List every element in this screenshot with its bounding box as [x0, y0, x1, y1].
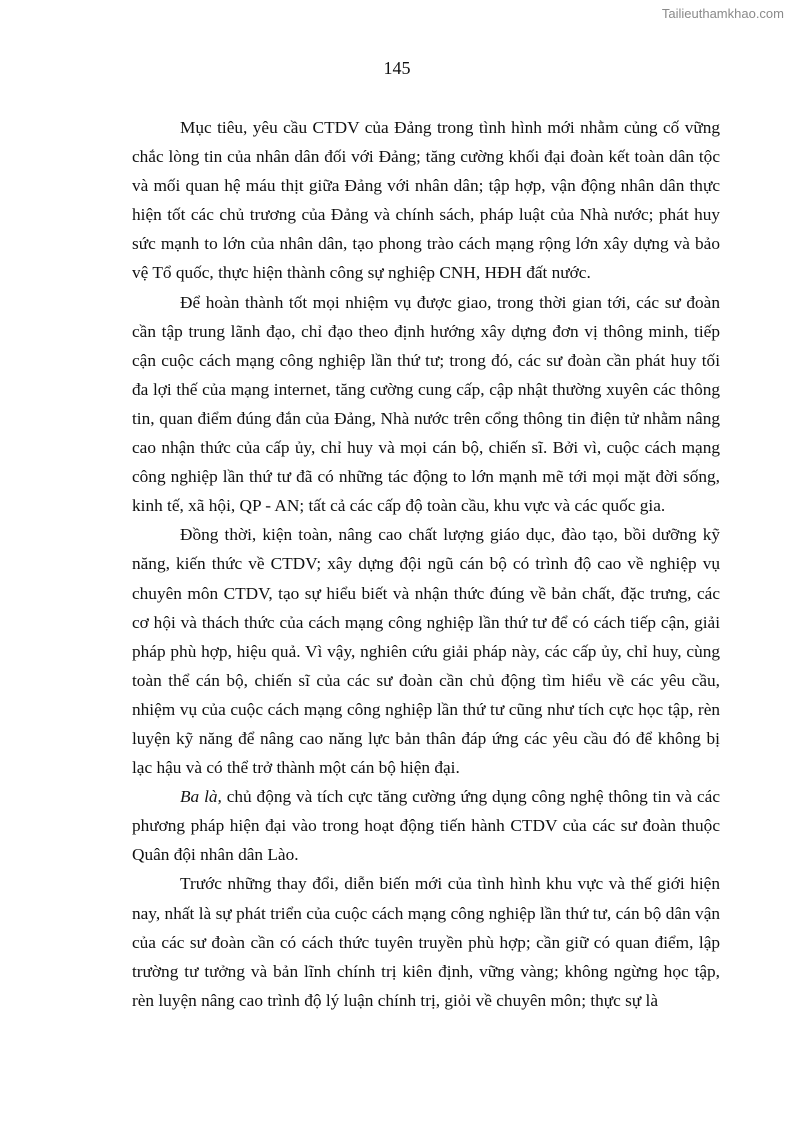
paragraph: Để hoàn thành tốt mọi nhiệm vụ được giao, trong thời gian tới, các sư đoàn cần tập trung lãnh đạo, chỉ đạo theo định hướng xây dựng đơn vị thông minh, tiếp cận cuộc cách mạng công nghiệp lần thứ tư; trong đó, các sư đoàn cần phát huy tối đa lợi thế của mạng internet, tăng cường cung cấp, cập nhật thường xuyên các thông tin, quan điểm đúng đắn của Đảng, Nhà nước trên cổng thông tin điện tử nhằm nâng cao nhận thức của cấp ủy, chỉ huy và mọi cán bộ, chiến sĩ. Bởi vì, cuộc cách mạng công nghiệp lần thứ tư đã có những tác động to lớn mạnh mẽ tới mọi mặt đời sống, kinh tế, xã hội, QP - AN; tất cả các cấp độ toàn cầu, khu vực và các quốc gia.: [132, 292, 720, 516]
paragraph: [132, 782, 720, 869]
paragraph-text: chủ động và tích cực tăng cường ứng dụng công nghệ thông tin và các phương pháp hiện đại vào trong hoạt động tiến hành CTDV của các sư đoàn thuộc Quân đội nhân dân Lào.: [132, 787, 720, 865]
document-body: [132, 113, 720, 1015]
page-number: 145: [383, 58, 411, 78]
paragraph: Đồng thời, kiện toàn, nâng cao chất lượng giáo dục, đào tạo, bồi dưỡng kỹ năng, kiến thức về CTDV; xây dựng đội ngũ cán bộ có trình độ cao về nghiệp vụ chuyên môn CTDV, tạo sự hiểu biết và nhận thức đúng về bản chất, đặc trưng, các cơ hội và thách thức của cách mạng công nghiệp lần thứ tư để có cách tiếp cận, giải pháp phù hợp, hiệu quả. Vì vậy, nghiên cứu giải pháp này, các cấp ủy, chỉ huy, cùng toàn thể cán bộ, chiến sĩ của các sư đoàn cần chủ động tìm hiểu về các yêu cầu, nhiệm vụ của cuộc cách mạng công nghiệp lần thứ tư cũng như tích cực học tập, rèn luyện kỹ năng để nâng cao năng lực bản thân đáp ứng các yêu cầu đó để không bị lạc hậu và có thể trở thành một cán bộ hiện đại.: [132, 525, 720, 778]
paragraph-lead: Ba là,: [180, 787, 222, 807]
paragraph: Trước những thay đổi, diễn biến mới của tình hình khu vực và thế giới hiện nay, nhất là sự phát triển của cuộc cách mạng công nghiệp lần thứ tư, cán bộ dân vận của các sư đoàn cần có cách thức tuyên truyền phù hợp; cần giữ có quan điểm, lập trường tư tưởng và bản lĩnh chính trị kiên định, vững vàng; không ngừng học tập, rèn luyện nâng cao trình độ lý luận chính trị, giỏi về chuyên môn; thực sự là: [132, 874, 720, 1010]
watermark: Tailieuthamkhao.com: [661, 6, 784, 21]
paragraph: Mục tiêu, yêu cầu CTDV của Đảng trong tình hình mới nhằm củng cố vững chắc lòng tin của nhân dân đối với Đảng; tăng cường khối đại đoàn kết toàn dân tộc và mối quan hệ máu thịt giữa Đảng với nhân dân; tập hợp, vận động nhân dân thực hiện tốt các chủ trương của Đảng và chính sách, pháp luật của Nhà nước; phát huy sức mạnh to lớn của nhân dân, tạo phong trào cách mạng rộng lớn xây dựng và bảo vệ Tổ quốc, thực hiện thành công sự nghiệp CNH, HĐH đất nước.: [132, 118, 720, 283]
